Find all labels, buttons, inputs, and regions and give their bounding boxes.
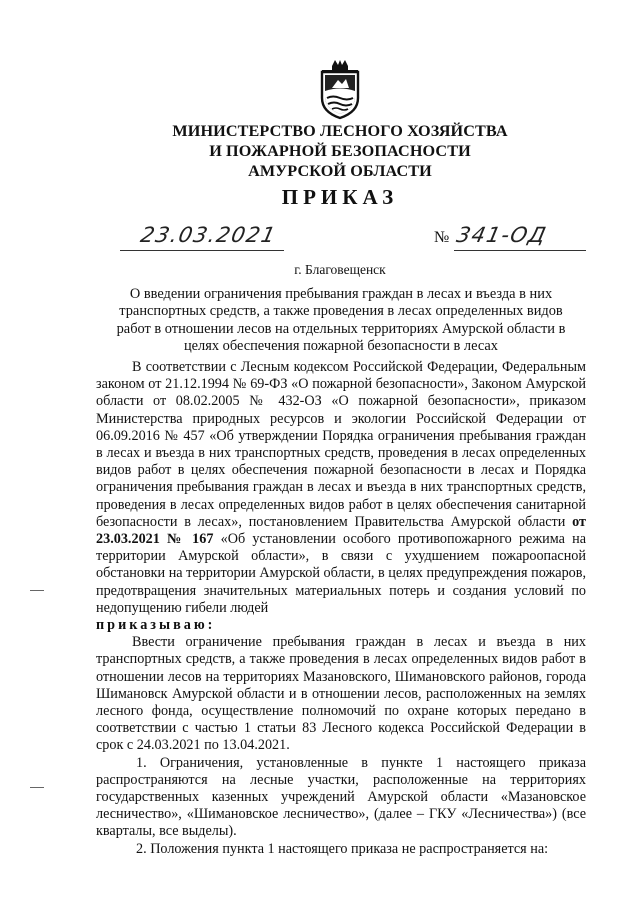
ministry-line-2: И ПОЖАРНОЙ БЕЗОПАСНОСТИ: [209, 142, 471, 160]
margin-mark: [30, 590, 44, 591]
document-body: [96, 359, 586, 858]
paragraph-intro: Ввести ограничение пребывания граждан в лесах и въезда в них транспортных средств, а также проведения в лесах определенных видов работ в отношении лесов на территориях Мазановского, Шимановского районов, города Шимановск Амурской области и в отношении лесов, расположенных на землях лесного фонда, осуществление полномочий по охране которых передано в соответствии с частью 1 статьи 83 Лесного кодекса Российской Федерации в срок с 24.03.2021 по 13.04.2021.: [96, 634, 586, 754]
margin-mark: [30, 787, 44, 788]
ministry-line-1: МИНИСТЕРСТВО ЛЕСНОГО ХОЗЯЙСТВА: [172, 122, 508, 140]
city-name: г. Благовещенск: [294, 262, 386, 277]
handwritten-date: 23.03.2021: [138, 223, 279, 247]
paragraph-1: 1. Ограничения, установленные в пункте 1 настоящего приказа распространяются на лесные участки, расположенные на территориях государственных казенных учреждений Амурской области «Мазановское лесничество», «Шимановское лесничество», (далее – ГКУ «Лесничества») (все кварталы, все выделы).: [96, 754, 586, 840]
date-underline: [120, 250, 284, 251]
ministry-name: [0, 121, 640, 181]
number-label: №: [434, 229, 450, 246]
document-type-title: ПРИКАЗ: [281, 185, 399, 209]
order-word: приказываю:: [96, 617, 216, 634]
handwritten-number: 341-ОД: [454, 223, 550, 247]
number-underline: [454, 250, 586, 251]
preamble-part-2: «Об установлении особого противопожарного режима на территории Амурской области», в связи с ухудшением пожароопасной обстановки на территории Амурской области, в целях предупреждения пожаров, предотвращения значительных материальных потерь и создания условий по недопущению гибели людей: [96, 531, 587, 616]
coat-of-arms-emblem: [318, 60, 362, 120]
paragraph-2: 2. Положения пункта 1 настоящего приказа не распространяется на:: [136, 840, 549, 857]
preamble-paragraph: [96, 359, 586, 617]
preamble-bold-reference: от 23.03.2021 № 167: [96, 513, 586, 548]
ministry-line-3: АМУРСКОЙ ОБЛАСТИ: [248, 162, 432, 180]
document-subject: О введении ограничения пребывания граждан в лесах и въезда в них транспортных средств, а также проведения в лесах определенных видов работ в отношении лесов на отдельных территориях Амурской области в целях обеспечения пожарной безопасности в лесах: [116, 286, 566, 355]
preamble-part-1: В соответствии с Лесным кодексом Российской Федерации, Федеральным законом от 21.12.1994 № 69-ФЗ «О пожарной безопасности», Законом Амурской области от 08.02.2005 № 432-ОЗ «О пожарной безопасности», приказом Министерства природных ресурсов и экологии Российской Федерации от 06.09.2016 № 457 «Об утверждении Порядка ограничения пребывания граждан в лесах и въезда в них транспортных средств, проведения в лесах определенных видов работ в целях обеспечения пожарной безопасности в лесах и Порядка ограничения пребывания граждан в лесах и въезда в них транспортных средств, проведения в лесах определенных видов работ в целях обеспечения санитарной безопасности в лесах», постановлением Правительства Амурской области: [96, 359, 586, 530]
